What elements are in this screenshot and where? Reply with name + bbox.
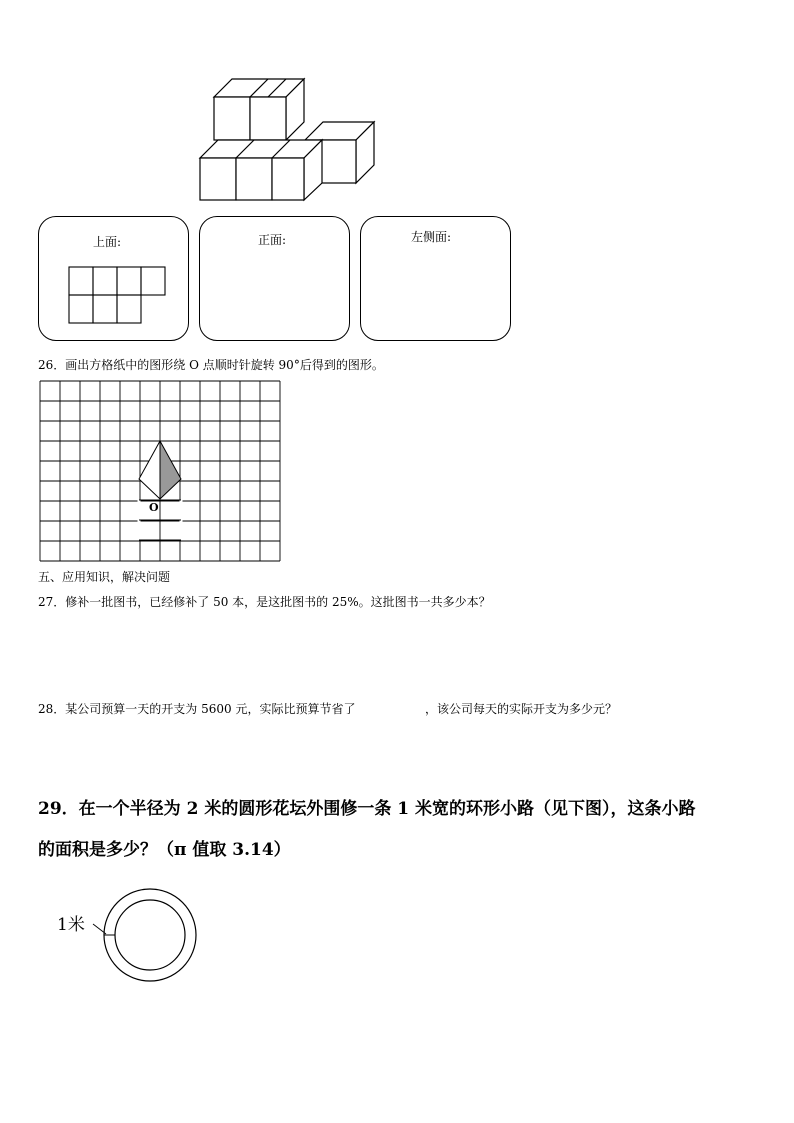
point-o-label: O bbox=[149, 501, 159, 514]
left-view-label: 左侧面: bbox=[411, 230, 452, 244]
q27-text: 27．修补一批图书，已经修补了 50 本，是这批图书的 25%。这批图书一共多少本？ bbox=[38, 595, 491, 609]
q29-line1-text: 29．在一个半径为 2 米的圆形花坛外围修一条 1 米宽的环形小路（见下图），这条小路 bbox=[38, 799, 696, 819]
top-view-label: 上面: bbox=[93, 235, 122, 249]
q26-text: 26．画出方格纸中的图形绕 O 点顺时针旋转 90°后得到的图形。 bbox=[38, 358, 384, 372]
section-title: 五、应用知识，解决问题 bbox=[38, 570, 171, 584]
q28-text-before: 28．某公司预算一天的开支为 5600 元，实际比预算节省了 bbox=[38, 702, 356, 716]
q28-text-after: ，该公司每天的实际开支为多少元？ bbox=[425, 702, 618, 716]
front-view-label: 正面: bbox=[258, 233, 287, 247]
ring-width-label: 1米 bbox=[57, 915, 85, 935]
q29-line2: 的面积是多少？（π 值取 3.14） bbox=[38, 840, 291, 860]
